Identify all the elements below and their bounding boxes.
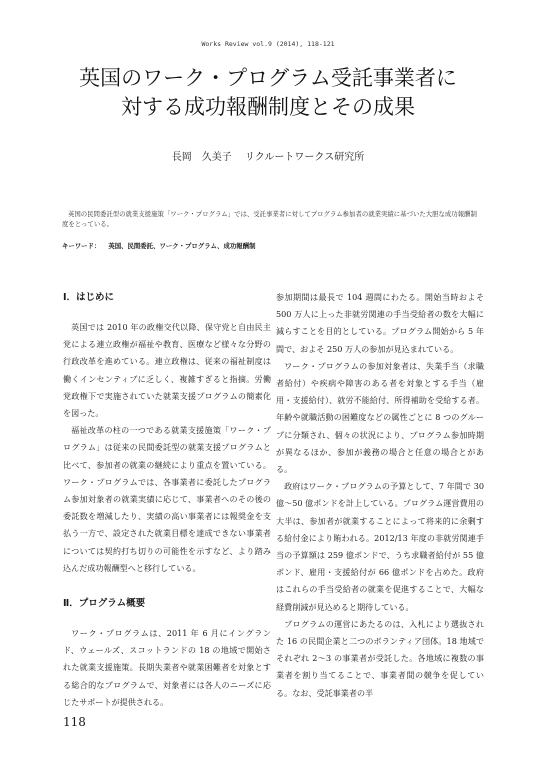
- abstract: 英国の民間委託型の就業支援施策「ワーク・プログラム」では、受託事業者に対してプログラム参加者の就業実績に基づいた大胆な成功報酬制度をとっている。: [62, 210, 477, 228]
- page-number: 118: [63, 715, 86, 729]
- paragraph: 英国では 2010 年の政権交代以降、保守党と自由民主党による連立政権が福祉や教育、医療など様々な分野の行政改革を進めている。連立政権は、従来の福祉制度は働くインセンティブに乏しく、複雑すぎると指摘。労働党政権下で実施されていた就業支援プログラムの簡素化を図った。: [63, 322, 271, 419]
- paper-title: [30, 64, 506, 122]
- section-heading-introduction: Ⅰ．はじめに: [63, 292, 115, 303]
- paragraph: 政府はワーク・プログラムの予算として、7 年間で 30 億〜50 億ポンドを計上している。プログラム運営費用の大半は、参加者が就業することによって将来的に余剰する給付金により賄われる。2012/13 年度の非就労関連手当の予算額は 259 億ポンドで、うち求職者給付が 55 億ポンド、雇用・支援給付が 66 億ポンドを占めた。政府はこれらの手当受給者の就業を促進することで、大幅な経費削減が見込めると期待している。: [276, 481, 484, 612]
- paragraph: 参加期間は最長で 104 週間にわたる。開始当時およそ 500 万人に上った非就労関連の手当受給者の数を大幅に減らすことを目的としている。プログラム開始から 5 年間で、およそ 250 万人の参加が見込まれている。: [276, 292, 484, 354]
- author-affiliation: リクルートワークス研究所: [244, 152, 365, 163]
- keywords: [62, 241, 480, 250]
- right-column: [276, 289, 484, 702]
- keywords-label: キーワード：: [62, 242, 101, 250]
- journal-citation: Works Review vol.9 (2014), 118-121: [201, 40, 335, 48]
- paragraph: プログラムの運営にあたるのは、入札により選抜された 16 の民間企業と二つのボランティア団体。18 地域でそれぞれ 2〜3 の事業者が受託した。各地域に複数の事業者を割り当てることで、事業者間の競争を促している。なお、受託事業者の半: [276, 618, 484, 698]
- paragraph: ワーク・プログラムは、2011 年 6 月にイングランド、ウェールズ、スコットランドの 18 の地域で開始された就業支援施策。長期失業者や就業困難者を対象とする総合的なプログラムで、対象者には各人のニーズに応じたサポートが提供される。: [63, 628, 271, 707]
- keywords-value: 英国、民間委託、ワーク・プログラム、成功報酬制: [108, 242, 256, 250]
- title-line-1: 英国のワーク・プログラム受託事業者に: [79, 66, 457, 90]
- title-line-2: 対する成功報酬制度とその成果: [121, 95, 415, 119]
- author-block: [0, 148, 536, 163]
- left-column: [63, 289, 271, 711]
- paragraph: ワーク・プログラムの参加対象者は、失業手当（求職者給付）や疾病や障害のある者を対象とする手当（雇用・支援給付）、就労不能給付、所得補助を受給する者。年齢や就職活動の困難度などの属性ごとに 8 つのグループに分類され、個々の状況により、プログラム参加時期が異なるほか、参加が義務の場合と任意の場合とがある。: [276, 360, 484, 475]
- author-name: 長岡 久美子: [171, 152, 232, 163]
- section-heading-program-overview: Ⅱ．プログラム概要: [63, 598, 146, 610]
- paragraph: 福祉改革の柱の一つである就業支援施策「ワーク・プログラム」は従来の民間委託型の就業支援プログラムと比べて、参加者の就業の継続により重点を置いている。ワーク・プログラムでは、各事業者に委託したプログラム参加対象者の就業実績に応じて、事業者へのその後の委託数を増減したり、実績の高い事業者には報奨金を支払う一方で、設定された就業目標を達成できない事業者については契約打ち切りの可能性を示すなど、より踏み込んだ成功報酬型へと移行している。: [63, 425, 271, 573]
